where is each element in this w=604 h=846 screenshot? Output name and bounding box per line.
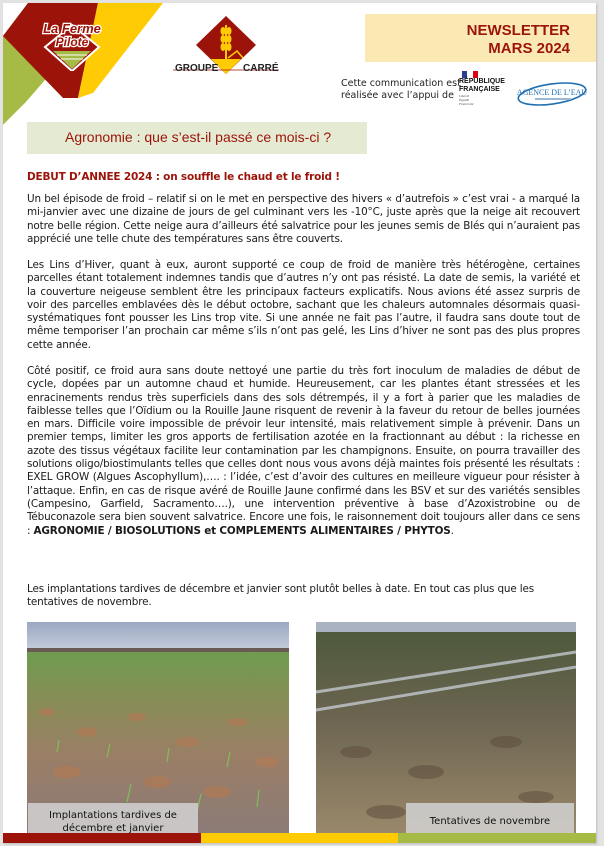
rf-motto-3: Fraternité — [459, 102, 474, 106]
footer-color-bar — [3, 833, 596, 843]
footer-bar-green — [398, 833, 596, 843]
paragraph-1: Un bel épisode de froid – relatif si on le met en perspective des hivers « d’autrefois » c’est vrai - a marqué la mi-janvier avec une dizaine de jours de gel culminant vers les -10°C, juste après que la neige ait recouvert notre belle région. Cette neige aura d’ailleurs été salvatrice pour les jeunes semis de Blés qui n’auraient pas apprécié une telle chute des températures sans être couverts. — [27, 193, 580, 245]
photo-november-attempts — [316, 622, 576, 840]
svg-text:Pilote: Pilote — [55, 35, 89, 49]
groupe-carre-wordmark — [171, 63, 281, 75]
section-title: Agronomie : que s’est-il passé ce mois-ci ? — [65, 129, 332, 145]
agence-de-l-eau-logo — [509, 81, 595, 107]
paragraph-3-emphasis: AGRONOMIE / BIOSOLUTIONS et COMPLEMENTS ALIMENTAIRES / PHYTOS — [33, 524, 451, 537]
la-ferme-pilote-logo — [39, 17, 105, 71]
paragraph-4: Les implantations tardives de décembre et janvier sont plutôt belles à date. En tout cas plus que les tentatives de novembre. — [27, 583, 534, 609]
paragraph-3-end: . — [450, 524, 454, 537]
footer-bar-red — [3, 833, 201, 843]
support-line-2: réalisée avec l’appui de — [341, 90, 454, 101]
paragraph-2: Les Lins d’Hiver, quant à eux, auront supporté ce coup de froid de manière très hétérogène, certaines parcelles étant totalement indemnes tandis que d’autres n’y ont pas résisté. La date de semis, la variété et la couverture neigeuse semblent être les principaux facteurs explicatifs. Nous avions été assez surpris de voir des parcelles emblavées dès le début octobre, sachant que les chaleurs automnales désormais quasi-systématiques font pousser les Lins trop vite. Si une année ne fait pas l’autre, il faudra sans doute tout de même temporiser l’an prochain car même s’ils n’ont pas gelé, les Lins d’hiver ne sont pas des plus propres cette année. — [27, 259, 580, 351]
rf-motto-1: Liberté — [459, 94, 470, 98]
paragraph-3 — [27, 365, 580, 538]
rf-line-1: RÉPUBLIQUE — [459, 78, 505, 85]
french-flag-icon — [462, 71, 478, 78]
svg-text:AGENCE DE L’EAU: AGENCE DE L’EAU — [516, 88, 588, 97]
paragraph-3-text: Côté positif, ce froid aura sans doute nettoyé une partie du très fort inoculum de maladies de début de cycle, dopées par un automne chaud et humide. Heureusement, car les plantes étant stressées et les enracinements rendus très superficiels dans des sols détrempés, il y a fort à parier que les maladies de faiblesse telles que l’Oïdium ou la Rouille Jaune risquent de revenir à la faveur du retour de belles journées en mars. Difficile voire impossible de prévoir leur intensité, mais relativement simple à prévenir. Dans un premier temps, limiter les gros apports de fertilisation azotée en la fractionnant au début : la richesse en azote des tissus végétaux facilite leur contamination par les champignons. Ensuite, on pourra travailler des solutions oligo/biostimulants telles que celles dont nous vous avons déjà maintes fois présenté les résultats : EXEL GROW (Algues Ascophyllum),…. : l’idée, c’est d’avoir des cultures en meilleure vigueur pour résister à l’attaque. Enfin, en cas de risque avéré de Rouille Jaune confirmé dans les BSV et sur des variétés sensibles (Campesino, Garfield, Sacramento….), une intervention préventive à base d’Azoxistrobine ou de Tébuconazole sera bien souvent salvatrice. Encore une fois, le raisonnement doit toujours aller dans ce sens : — [27, 365, 580, 537]
photo-caption: Implantations tardives de décembre et janvier — [28, 803, 198, 840]
groupe-word: GROUPE — [175, 63, 219, 74]
support-line-1: Cette communication est — [341, 78, 461, 89]
photo-late-plantings — [27, 622, 289, 840]
newsletter-page — [3, 3, 596, 843]
rf-motto-2: Égalité — [459, 98, 470, 102]
support-statement — [341, 78, 461, 102]
svg-text:La Ferme: La Ferme — [43, 21, 101, 36]
footer-bar-yellow — [201, 833, 399, 843]
rf-line-2: FRANÇAISE — [459, 86, 500, 93]
article-title: DEBUT D’ANNEE 2024 : on souffle le chaud et le froid ! — [27, 171, 340, 183]
newsletter-title-box — [365, 14, 596, 62]
newsletter-label: NEWSLETTER — [466, 22, 570, 39]
newsletter-date: MARS 2024 — [488, 40, 570, 57]
republique-francaise-logo — [459, 71, 509, 113]
photo-caption: Tentatives de novembre — [406, 803, 574, 840]
carre-word: CARRÉ — [243, 63, 279, 74]
